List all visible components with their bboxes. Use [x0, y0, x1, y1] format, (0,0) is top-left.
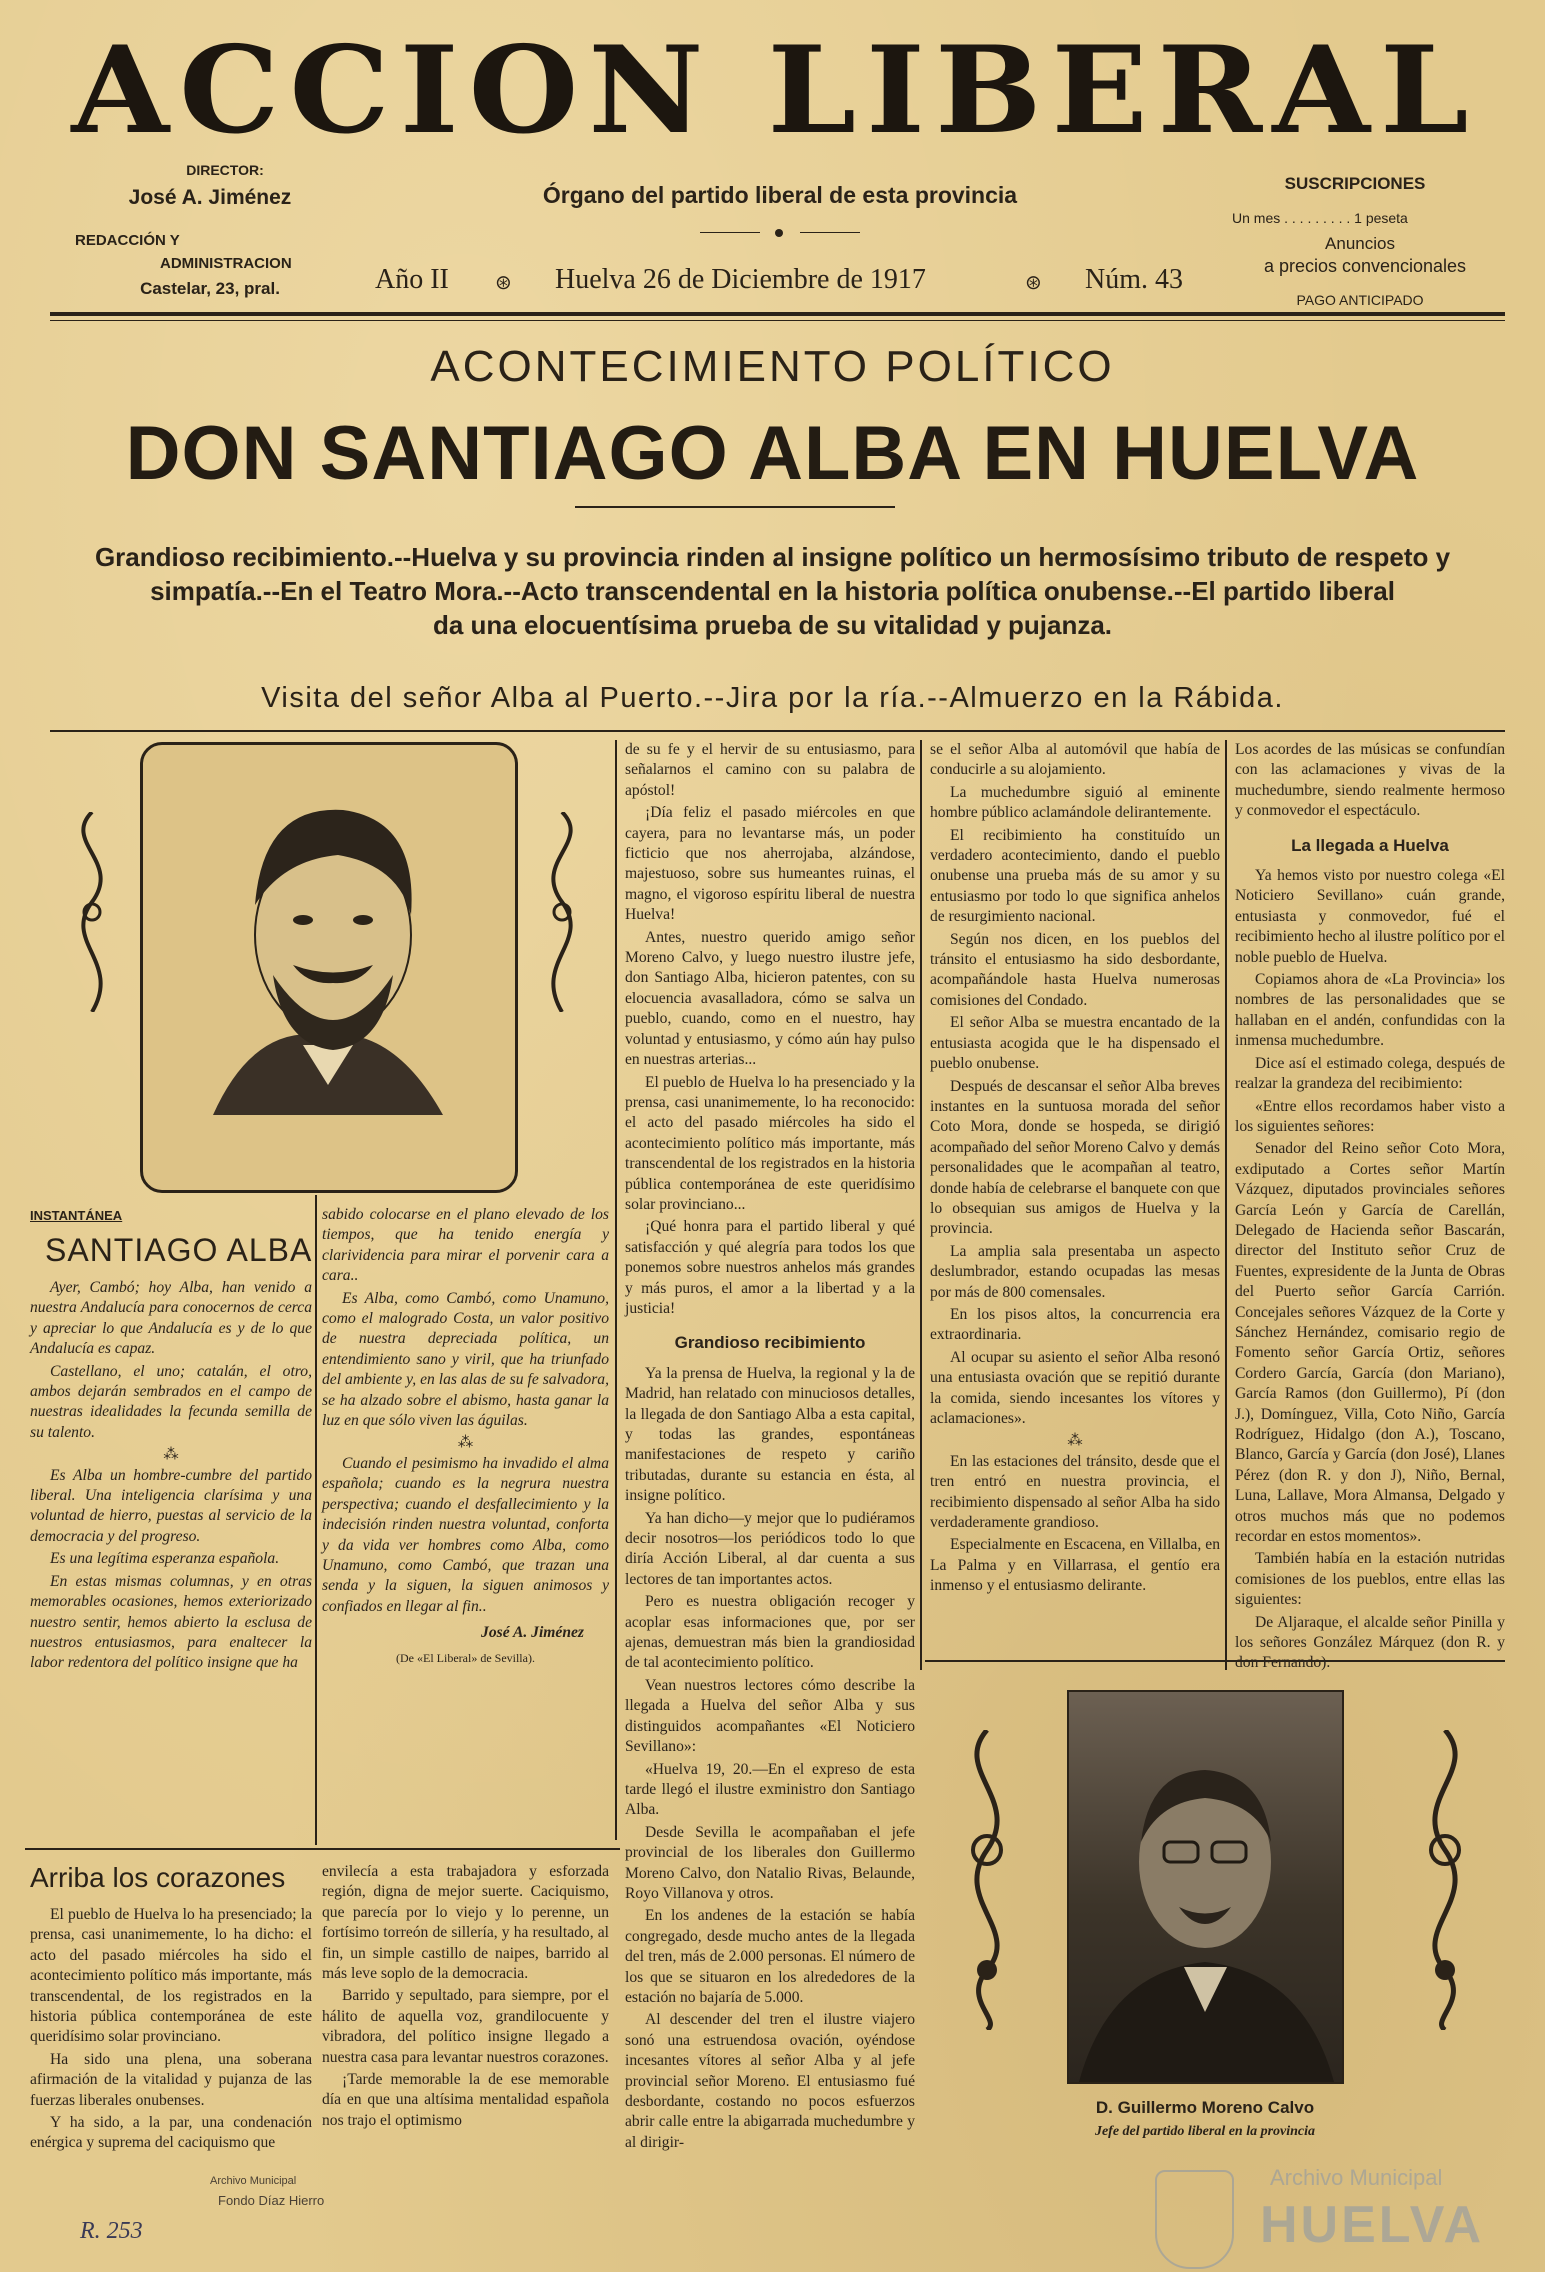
paragraph: Ya han dicho—y mejor que lo pudiéramos decir nosotros—los periódicos todo lo que diría Acción Liberal, al dar cuenta a sus lectores de tan importantes actos. [625, 1509, 915, 1588]
portrait-caption-name: D. Guillermo Moreno Calvo [1095, 2098, 1315, 2117]
subheading-llegada: La llegada a Huelva [1291, 835, 1449, 855]
paragraph: Dice así el estimado colega, después de realzar la grandeza del recibimiento: [1235, 1054, 1505, 1093]
instantanea-kicker: INSTANTÁNEA [30, 1208, 123, 1223]
deck-line: Grandioso recibimiento.--Huelva y su provincia rinden al insigne político un hermosísimo tributo de respeto y [94, 542, 1451, 572]
paragraph: «Huelva 19, 20.—En el expreso de esta tarde llegó el ilustre exministro don Santiago Alba. [625, 1760, 915, 1819]
scroll-ornament-icon [62, 812, 122, 1016]
issue-year: Año II [375, 264, 449, 295]
paragraph: El pueblo de Huelva lo ha presenciado y la prensa, casi unanimemente, lo ha reconocido: el acto del pasado miércoles ha sido el acontecimiento político más importante, más transcendental de los registrados en la historia pública contemporánea de este queridísimo solar provinciano... [625, 1073, 915, 1213]
newspaper-title: ACCION LIBERAL [71, 19, 1479, 161]
column-rule [1225, 740, 1227, 1670]
paragraph: Al ocupar su asiento el señor Alba resonó una entusiasta ovación que se repitió durante la comida, siendo incesantes los vítores y aclamaciones». [930, 1348, 1220, 1427]
address: Castelar, 23, pral. [140, 279, 280, 298]
masthead-rule [50, 312, 1505, 316]
prepaid-note: PAGO ANTICIPADO [1296, 292, 1424, 308]
director-name: José A. Jiménez [128, 186, 292, 209]
headline-underline [575, 506, 895, 508]
paragraph: Pero es nuestra obligación recoger y acoplar esas informaciones que, por ser ajenas, demuestran más bien la grandiosidad de tal acontecimiento político. [625, 1593, 915, 1672]
headline-deck [30, 540, 1515, 642]
portrait-photo-moreno-calvo [1067, 1690, 1344, 2084]
deck-line: simpatía.--En el Teatro Mora.--Acto transcendental en la historia política onubense.--El partido liberal [150, 576, 1395, 606]
archive-shield-icon [1155, 2170, 1234, 2269]
paragraph: La muchedumbre siguió al eminente hombre público aclamándole delirantemente. [930, 783, 1220, 822]
paragraph: se el señor Alba al automóvil que había de conducirle a su alojamiento. [930, 741, 1220, 779]
paragraph: Es una legítima esperanza española. [50, 1550, 280, 1568]
ads-rates: a precios convencionales [1263, 256, 1467, 276]
paragraph: Barrido y sepultado, para siempre, por el hálito de aquella voz, grandilocuente y vibradora, del político insigne llegado a nuestra casa para levantar nuestros corazones. [322, 1987, 609, 2066]
paragraph: envilecía a esta trabajadora y esforzada región, digna de mejor suerte. Caciquismo, que parecía por lo viejo y lo perenne, un fortísimo torreón de sillería, y ha resultado, al fin, un simple castillo de naipes, barrido al más leve soplo de la democracia. [322, 1863, 609, 1983]
issue-date: Huelva 26 de Diciembre de 1917 [555, 264, 926, 295]
paragraph: Vean nuestros lectores cómo describe la llegada a Huelva del señor Alba y sus distinguidos acompañantes «El Noticiero Sevillano»: [625, 1676, 915, 1756]
paragraph: Es Alba, como Cambó, como Unamuno, como el malogrado Costa, un valor positivo de nuestra depreciada política, un entendimiento sano y viril, que ha triunfado del ambiente y, en las alas de su fe salvadora, se ha alzado sobre el abismo, hasta ganar la luz en que sólo viven las águilas. [322, 1289, 609, 1430]
paragraph: Copiamos ahora de «La Provincia» los nombres de las personalidades que se hallaban en el andén, confundidas con la inmensa muchedumbre. [1235, 971, 1505, 1050]
instantanea-text-col1: Ayer, Cambó; hoy Alba, han venido a nuestra Andalucía para conocernos de cerca y apreciar lo que Andalucía es y de lo que Andalucía es capaz. Castellano, el uno; catalán, el otro, ambos dejarán sembrados en el campo de nuestras idealidades la fecunda semilla de su talento. ⁂ Es Alba un hombre-cumbre del partido liberal. Una inteligencia clarísima y una voluntad de hierro, puestas al servicio de la democracia y del progreso. Es una legítima esperanza española. En estas mismas columnas, y en otras memorables ocasiones, hemos exteriorizado nuestro sentir, hemos abierto la esclusa de nuestros entusiasmos, para enaltecer la labor redentora del político insigne que ha [30, 1278, 312, 1676]
paragraph: Cuando el pesimismo ha invadido el alma española; cuando es la negrura nuestra perspectiva; cuando el desfallecimiento y la indecisión rinden nuestra voluntad, conforta y da vida ver hombres como Alba, como Unamuno, como Cambó, que trazan una senda y la siguen, la siguen animosos y confiados en llegar al fin.. [322, 1454, 609, 1615]
subscriptions-title: SUSCRIPCIONES [1284, 174, 1426, 193]
archive-stamp-2: Fondo Díaz Hierro [218, 2193, 325, 2208]
paragraph: La amplia sala presentaba un aspecto deslumbrador, estando ocupadas las mesas por más de 800 comensales. [930, 1242, 1220, 1301]
paragraph: Ya la prensa de Huelva, la regional y la de Madrid, han relatado con minuciosos detalles, la llegada de don Santiago Alba a esta capital, y todas las grandes, espontáneas manifestaciones de respeto y cariño tributadas, durante su estancia en ésta, al insigne político. [625, 1364, 915, 1505]
paragraph: Los acordes de las músicas se confundían con las aclamaciones y vivas de la muchedumbre, siendo realmente hermoso y conmovedor el espectáculo. [1235, 741, 1505, 820]
paragraph: Es Alba un hombre-cumbre del partido liberal. Una inteligencia clarísima y una voluntad de hierro, puestas al servicio de la democracia y del progreso. [30, 1466, 312, 1545]
subtitle-divider [700, 232, 860, 234]
arriba-text-col2 [322, 1862, 609, 2133]
issue-line [375, 264, 1215, 304]
paragraph: En los andenes de la estación se había congregado, desde mucho antes de la llegada del tren, más de 2.000 personas. El número de los que se situaron en los alrededores de la estación no bajaría de 5.000. [625, 1907, 915, 2006]
instantanea-text-col2: sabido colocarse en el plano elevado de los tiempos, que ha tenido energía y clarividencia para mirar el porvenir cara a cara.. Es Alba, como Cambó, como Unamuno, como el malogrado Costa, un valor positivo de nuestra depreciada política, un entendimiento sano y viril, que ha triunfado del ambiente y, en las alas de su fe salvadora, se ha alzado sobre el abismo, hasta ganar la luz en que sólo viven las águilas. ⁂ Cuando el pesimismo ha invadido el alma española; cuando es la negrura nuestra perspectiva; cuando el desfallecimiento y la indecisión rinden nuestra voluntad, conforta y da vida ver hombres como Alba, como Unamuno, como Cambó, que trazan una senda y la siguen, la siguen animosos y confiados en llegar al fin.. José A. Jiménez (De «El Liberal» de Sevilla). [322, 1205, 609, 1668]
archive-stamp-1: Archivo Municipal [210, 2175, 297, 2187]
column-rule [315, 1195, 317, 1845]
article-col3 [625, 740, 915, 2155]
paragraph: Castellano, el uno; catalán, el otro, ambos dejarán sembrados en el campo de nuestras idealidades la fecunda semilla de su talento. [30, 1362, 312, 1441]
paragraph: Al descender del tren el ilustre viajero sonó una estruendosa ovación, oyéndose incesantes vítores al señor Alba y al jefe provincial señor Moreno. El entusiasmo fué desbordante, costando no pocos esfuerzos abrir calle entre la abigarrada muchedumbre y al dirigir- [625, 2011, 915, 2151]
paragraph: Desde Sevilla le acompañaban el jefe provincial de los liberales don Guillermo Moreno Calvo, don Natalio Rivas, Belaunde, Royo Villanova y otros. [625, 1823, 915, 1902]
paragraph: ¡Día feliz el pasado miércoles en que cayera, para no levantarse más, un poder ficticio que nos aherrojaba, alzándose, majestuoso, sobre sus humeantes ruinas, el magno, el vigoroso espíritu liberal de nuestra Huelva! [625, 804, 915, 924]
article-title-arriba: Arriba los corazones [30, 1862, 286, 1893]
paragraph: En los pisos altos, la concurrencia era extraordinaria. [930, 1305, 1220, 1344]
paragraph: El señor Alba se muestra encantado de la entusiasta acogida que le ha dispensado el pueblo onubense. [930, 1014, 1220, 1073]
headline-kicker: ACONTECIMIENTO POLÍTICO [430, 342, 1115, 391]
watermark-line-1: Archivo Municipal [1270, 2165, 1443, 2190]
watermark-line-2: HUELVA [1260, 2196, 1485, 2254]
redaccion-label: REDACCIÓN Y [75, 232, 180, 249]
paragraph: Ha sido una plena, una soberana afirmación de la vitalidad y pujanza de las fuerzas liberales onubenses. [30, 2050, 312, 2109]
paragraph: El recibimiento ha constituído un verdadero acontecimiento, dando el pueblo onubense una prueba más de su amor y su entusiasmo por todo lo que significa anhelos de resurgimiento nacional. [930, 826, 1220, 926]
scroll-ornament-icon [532, 812, 592, 1016]
masthead-rule-thin [50, 320, 1505, 321]
section-rule [25, 1848, 620, 1850]
ads-label: Anuncios [1325, 234, 1395, 253]
paragraph: Senador del Reino señor Coto Mora, exdiputado a Cortes señor Martín Vázquez, diputados provinciales señores García León y García de Carellán, Delegado de Hacienda señor Bascarán, director del Instituto señor Cruz de Fuentes, expresidente de la Junta de Obras del Puerto señor García Carrión. Concejales señores Vázquez de la Corte y Sánchez Hernández, comisario regio de Fomento señor García Ortiz, señores Cordero García, García (don Mariano), García Ramos (don Guillermo), Pí (don J.), Domínguez, Villa, Coto Niño, García Rodríguez, Hidalgo (don A.), Toscano, Blanco, García y García (don José), Llanes Pérez (don R. y don J), Niño, Bernal, Luna, Lallave, Mora Almansa, Delgado y otros muchos más que no podemos recordar en estos momentos». [1235, 1140, 1505, 1546]
paragraph: Ayer, Cambó; hoy Alba, han venido a nuestra Andalucía para conocernos de cerca y apreciar lo que Andalucía es y de lo que Andalucía es capaz. [30, 1279, 312, 1358]
paragraph: Ya hemos visto por nuestro colega «El Noticiero Sevillano» cuán grande, entusiasta y conmovedor, fué el recibimiento hecho al ilustre político por el noble pueblo de Huelva. [1235, 867, 1505, 966]
paragraph: sabido colocarse en el plano elevado de los tiempos, que ha tenido energía y clarividencia para mirar el porvenir cara a cara.. [322, 1206, 609, 1285]
portrait-caption-title: Jefe del partido liberal en la provincia [1094, 2124, 1316, 2139]
arriba-text-col1 [30, 1905, 312, 2156]
paragraph: ¡Tarde memorable la de ese memorable día en que una altísima mentalidad española nos trajo el optimismo [322, 2071, 609, 2129]
administracion-label: ADMINISTRACION [160, 255, 292, 272]
floral-ornament-icon [942, 1730, 1032, 2034]
column-rule [615, 740, 617, 1840]
headline-rule [50, 730, 1505, 732]
subscription-rate: Un mes . . . . . . . . . 1 peseta [1232, 210, 1408, 226]
source-note: (De «El Liberal» de Sevilla). [396, 1650, 535, 1665]
portrait-alba-drawing [143, 745, 515, 1190]
floral-ornament-icon [1400, 1730, 1490, 2034]
article-col5 [1235, 740, 1505, 1676]
visit-subheadline: Visita del señor Alba al Puerto.--Jira por la ría.--Almuerzo en la Rábida. [261, 682, 1284, 714]
column-rule [920, 740, 922, 1670]
call-number: R. 253 [80, 2218, 143, 2244]
main-headline: DON SANTIAGO ALBA EN HUELVA [125, 411, 1420, 496]
issue-number: Núm. 43 [1085, 264, 1183, 295]
newspaper-subtitle: Órgano del partido liberal de esta provincia [542, 182, 1018, 208]
paragraph: De Aljaraque, el alcalde señor Pinilla y los señores González Márquez (don R. y don Fernando). [1235, 1613, 1505, 1672]
portrait-moreno-calvo-image [1069, 1692, 1342, 2082]
paragraph: Especialmente en Escacena, en Villalba, en La Palma y en Villarrasa, el gentío era inmenso y el entusiasmo delirante. [930, 1536, 1220, 1595]
signature: José A. Jiménez [481, 1624, 584, 1642]
portrait-frame-alba [140, 742, 518, 1193]
article-col4: se el señor Alba al automóvil que había de conducirle a su alojamiento. La muchedumbre siguió al eminente hombre público aclamándole delirantemente. El recibimiento ha constituído un verdadero acontecimiento, dando el pueblo onubense una prueba más de su amor y su entusiasmo por todo lo que significa anhelos de resurgimiento nacional. Según nos dicen, en los pueblos del tránsito el entusiasmo ha sido desbordante, acompañándole hasta Huelva numerosas comisiones del Condado. El señor Alba se muestra encantado de la entusiasta acogida que le ha dispensado el pueblo onubense. Después de descansar el señor Alba breves instantes en la suntuosa morada del señor Coto Mora, donde se hospeda, se dirigió acompañado del señor Moreno Calvo y demás personalidades que le acompañan al teatro, donde había de celebrarse el banquete con que lo obsequian sus amigos de Huelva y la provincia. La amplia sala presentaba un aspecto deslumbrador, estando ocupadas las mesas por más de 800 comensales. En los pisos altos, la concurrencia era extraordinaria. Al ocupar su asiento el señor Alba resonó una entusiasta ovación que se repitió durante la comida, siendo incesantes los vítores y aclamaciones». ⁂ En las estaciones del tránsito, desde que el tren entró en nuestra provincia, el recibimiento dispensado al señor Alba ha sido verdaderamente grandioso. Especialmente en Escacena, en Villalba, en La Palma y en Villarrasa, el gentío era inmenso y el entusiasmo delirante. [930, 740, 1220, 1599]
director-label: DIRECTOR: [186, 162, 264, 178]
paragraph: Y ha sido, a la par, una condenación enérgica y suprema del caciquismo que [30, 2114, 312, 2152]
bullet-icon: ⊛ [1025, 272, 1042, 294]
paragraph: El pueblo de Huelva lo ha presenciado; la prensa, casi unanimemente, lo ha dicho: el acto del pasado miércoles ha sido el acontecimiento político más importante, más transcendental, de los registrados en la historia pública contemporánea de este queridísimo solar provinciano. [30, 1906, 312, 2046]
paragraph: de su fe y el hervir de su entusiasmo, para señalarnos el camino con su palabra de apóstol! [625, 741, 915, 799]
paragraph: «Entre ellos recordamos haber visto a los siguientes señores: [1235, 1097, 1505, 1135]
paragraph: También había en la estación nutridas comisiones de los pueblos, entre ellas las siguientes: [1235, 1550, 1505, 1609]
instantanea-title: SANTIAGO ALBA [45, 1232, 313, 1268]
paragraph: En las estaciones del tránsito, desde que el tren entró en nuestra provincia, el recibimiento dispensado al señor Alba ha sido verdaderamente grandioso. [930, 1452, 1220, 1532]
paragraph: Después de descansar el señor Alba breves instantes en la suntuosa morada del señor Coto Mora, donde se hospeda, se dirigió acompañado del señor Moreno Calvo y demás personalidades que le acompañan al teatro, donde había de celebrarse el banquete con que lo obsequian sus amigos de Huelva y la provincia. [930, 1077, 1220, 1238]
paragraph: Antes, nuestro querido amigo señor Moreno Calvo, y luego nuestro ilustre jefe, don Santiago Alba, hicieron patentes, con su elocuencia avasalladora, cómo se salva un pueblo, cuando, como en el nuestro, hay voluntad y entusiasmo, y cómo aún hay pulso en nuestras arterias... [625, 928, 915, 1069]
deck-line: da una elocuentísima prueba de su vitalidad y pujanza. [432, 610, 1113, 640]
subheading-grandioso: Grandioso recibimiento [674, 1333, 866, 1353]
paragraph: Según nos dicen, en los pueblos del tránsito el entusiasmo ha sido desbordante, acompañándole hasta Huelva numerosas comisiones del Condado. [930, 930, 1220, 1009]
paragraph: ¡Qué honra para el partido liberal y qué satisfacción y qué alegría para todos los que ponemos sobre nuestros anhelos más grandes y más puros, el amor a la libertad y a la justicia! [625, 1218, 915, 1317]
paragraph: En estas mismas columnas, y en otras memorables ocasiones, hemos exteriorizado nuestro sentir, hemos abierto la esclusa de nuestros entusiasmos, para enaltecer la labor redentora del político insigne que ha [30, 1572, 312, 1672]
bullet-icon: ⊛ [495, 272, 512, 294]
